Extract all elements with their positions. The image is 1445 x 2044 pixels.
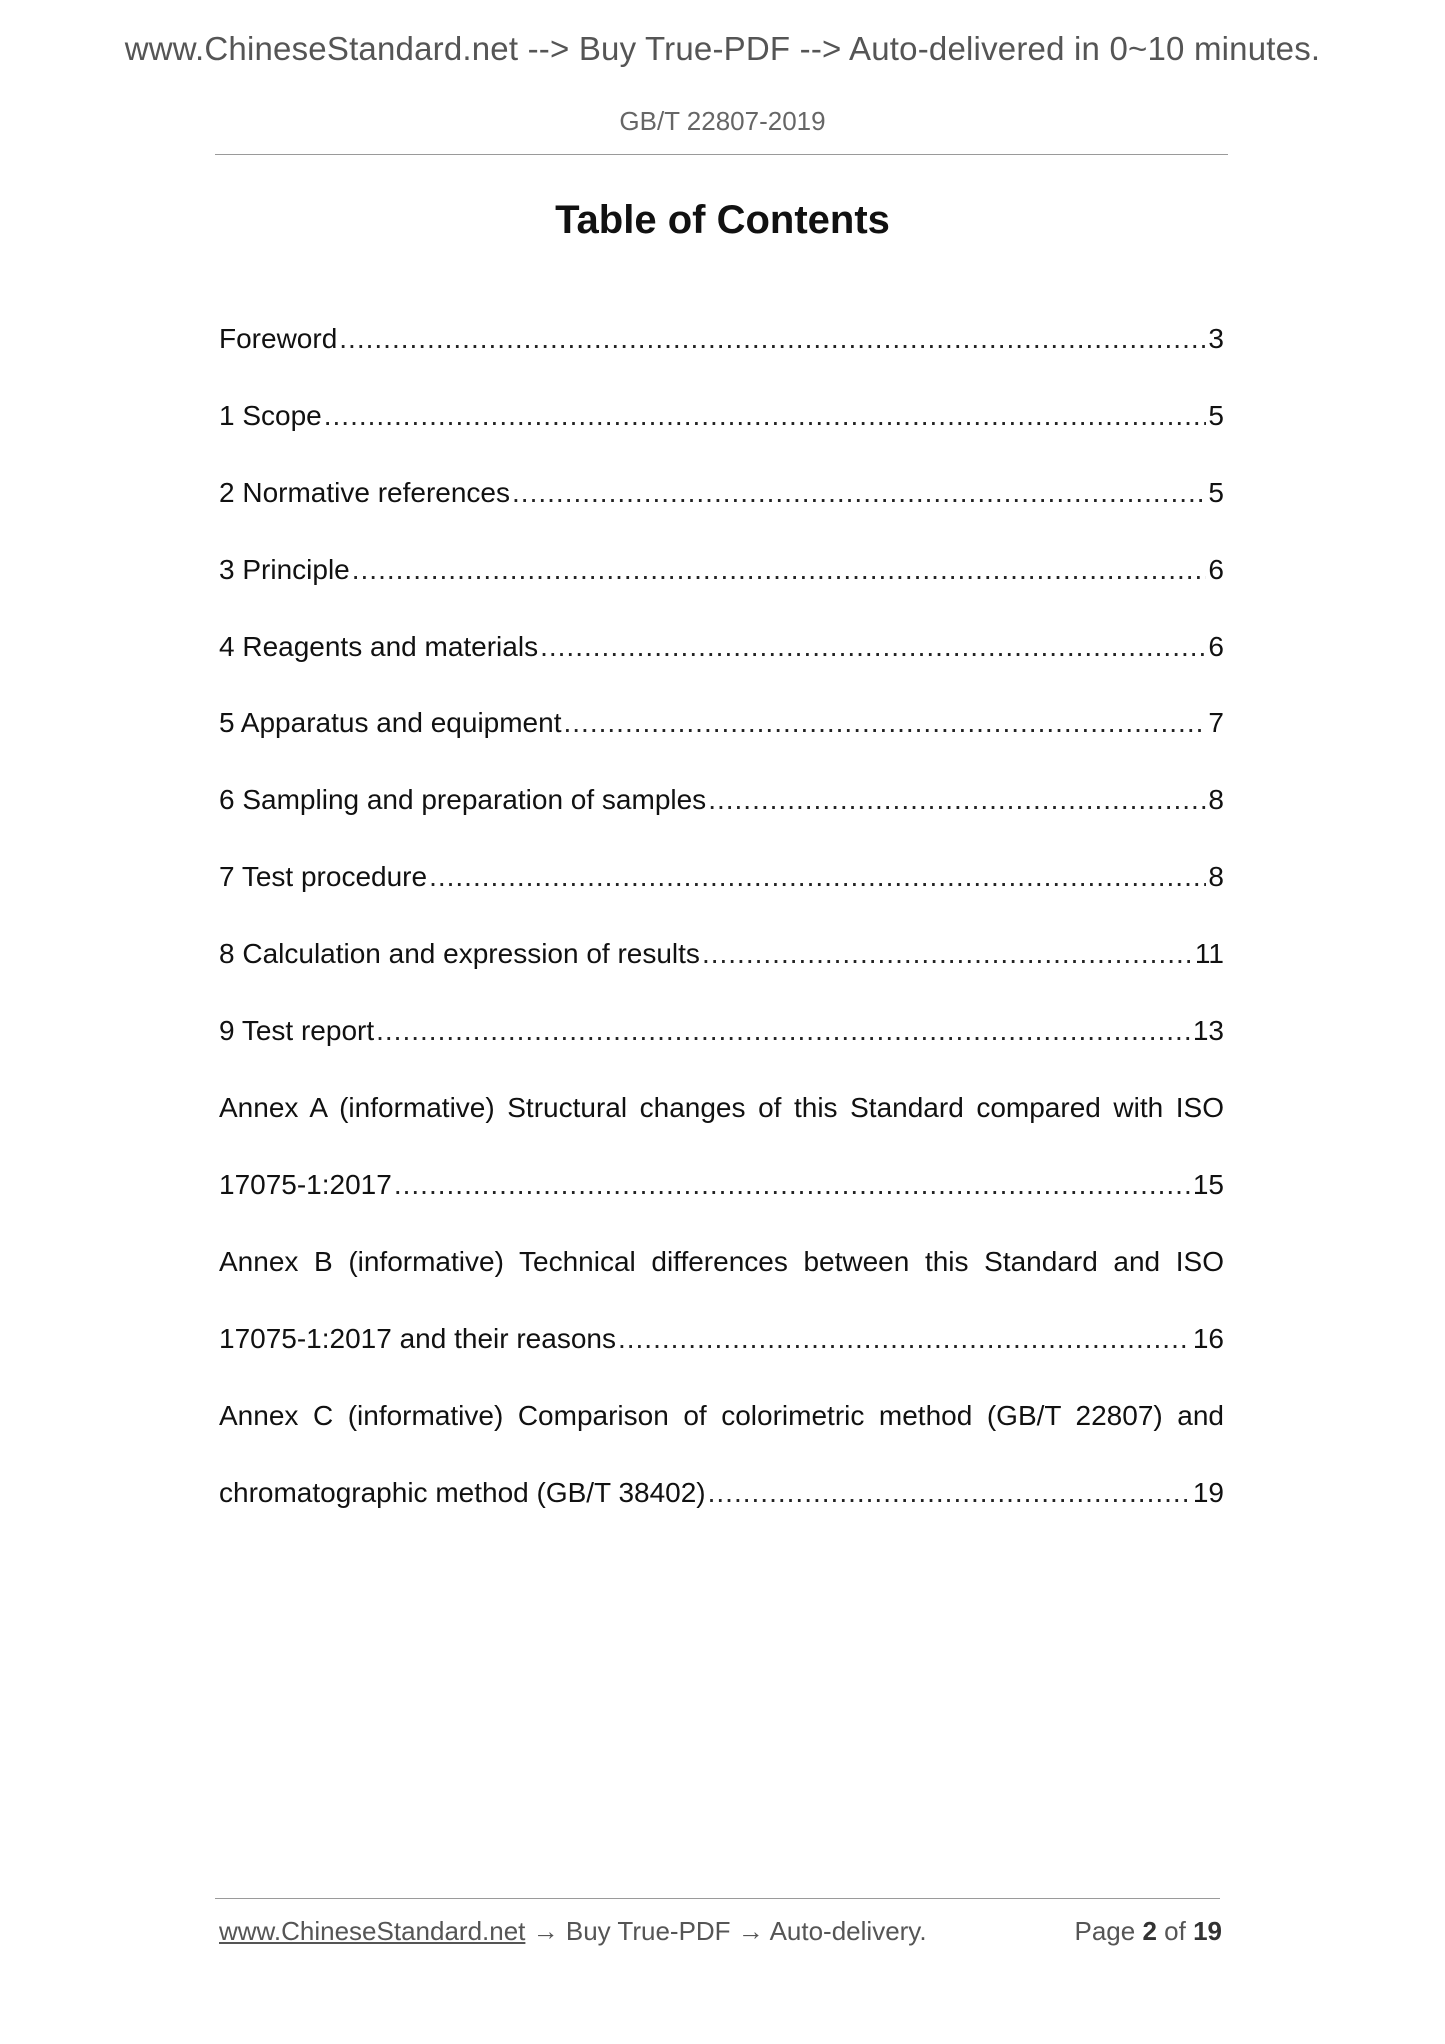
toc-entry[interactable] — [219, 703, 1224, 743]
toc-entry[interactable] — [219, 1011, 1224, 1051]
toc-entry[interactable] — [219, 934, 1224, 974]
toc-leader — [563, 703, 1206, 743]
toc-leader — [708, 1473, 1191, 1513]
toc-leader — [702, 934, 1193, 974]
footer-text: → Buy True-PDF → Auto-delivery. — [525, 1916, 927, 1946]
toc-entry-page: 6 — [1208, 631, 1224, 662]
toc-entry-label: 3 Principle — [219, 554, 350, 585]
toc-entry[interactable] — [219, 857, 1224, 897]
toc-entry-page: 13 — [1192, 1015, 1224, 1046]
toc-entry[interactable] — [219, 1473, 1224, 1513]
toc-title: Table of Contents — [555, 198, 890, 242]
footer-divider — [215, 1898, 1220, 1899]
toc-entry-page: 6 — [1208, 554, 1224, 585]
toc-leader — [708, 780, 1206, 820]
toc-entry-label: 9 Test report — [219, 1015, 375, 1046]
toc-entry-label: 7 Test procedure — [219, 861, 428, 892]
toc-entry-page: 5 — [1208, 400, 1224, 431]
of-word: of — [1164, 1916, 1186, 1946]
toc-annex-a-line1[interactable]: Annex A (informative) Structural changes of this Standard compared with ISO — [219, 1092, 1224, 1123]
toc-entry-page: 5 — [1208, 477, 1224, 508]
toc-entry-label: 2 Normative references — [219, 477, 511, 508]
toc-annex-b-line1[interactable]: Annex B (informative) Technical differences between this Standard and ISO — [219, 1246, 1224, 1277]
toc-entry[interactable] — [219, 627, 1224, 667]
toc-leader — [540, 627, 1206, 667]
toc-leader — [618, 1319, 1191, 1359]
footer-left — [219, 1916, 927, 1947]
toc-leader — [394, 1165, 1191, 1205]
toc-entry[interactable] — [219, 396, 1224, 436]
total-pages: 19 — [1193, 1916, 1222, 1946]
toc-entry[interactable] — [219, 1319, 1224, 1359]
toc-entry-label: 17075-1:2017 and their reasons — [219, 1323, 616, 1354]
toc-entry-page: 7 — [1208, 707, 1224, 738]
top-banner: www.ChineseStandard.net --> Buy True-PDF --> Auto-delivered in 0~10 minutes. — [124, 30, 1321, 67]
toc-leader — [324, 396, 1207, 436]
toc-entry[interactable] — [219, 780, 1224, 820]
toc-entry-page: 8 — [1208, 861, 1224, 892]
toc-entry[interactable] — [219, 319, 1224, 359]
footer-link[interactable]: www.ChineseStandard.net — [219, 1916, 526, 1946]
toc-entry-page: 11 — [1194, 938, 1224, 969]
toc-entry-label: chromatographic method (GB/T 38402) — [219, 1477, 706, 1508]
toc-leader — [376, 1011, 1191, 1051]
toc-entry[interactable] — [219, 1165, 1224, 1205]
toc-leader — [339, 319, 1206, 359]
toc-leader — [352, 550, 1207, 590]
toc-entry-page: 19 — [1192, 1477, 1224, 1508]
toc-entry-label: 6 Sampling and preparation of samples — [219, 784, 707, 815]
toc-entry-label: Foreword — [219, 323, 338, 354]
toc-entry-label: 5 Apparatus and equipment — [219, 707, 562, 738]
header-divider — [215, 154, 1228, 155]
toc-entry-label: 8 Calculation and expression of results — [219, 938, 700, 969]
toc-entry[interactable] — [219, 550, 1224, 590]
toc-entry-label: 17075-1:2017 — [219, 1169, 392, 1200]
page-word: Page — [1074, 1916, 1136, 1946]
toc-leader — [429, 857, 1206, 897]
page-number: 2 — [1142, 1916, 1157, 1946]
toc-entry[interactable] — [219, 473, 1224, 513]
toc-leader — [512, 473, 1206, 513]
document-code: GB/T 22807-2019 — [619, 106, 826, 136]
toc-entry-page: 3 — [1208, 323, 1224, 354]
toc-annex-c-line1[interactable]: Annex C (informative) Comparison of colorimetric method (GB/T 22807) and — [219, 1400, 1224, 1431]
toc-entry-page: 8 — [1208, 784, 1224, 815]
toc-entry-page: 15 — [1192, 1169, 1224, 1200]
page-indicator — [1074, 1916, 1222, 1947]
toc-entry-label: 1 Scope — [219, 400, 322, 431]
toc-entry-label: 4 Reagents and materials — [219, 631, 539, 662]
toc-entry-page: 16 — [1192, 1323, 1224, 1354]
